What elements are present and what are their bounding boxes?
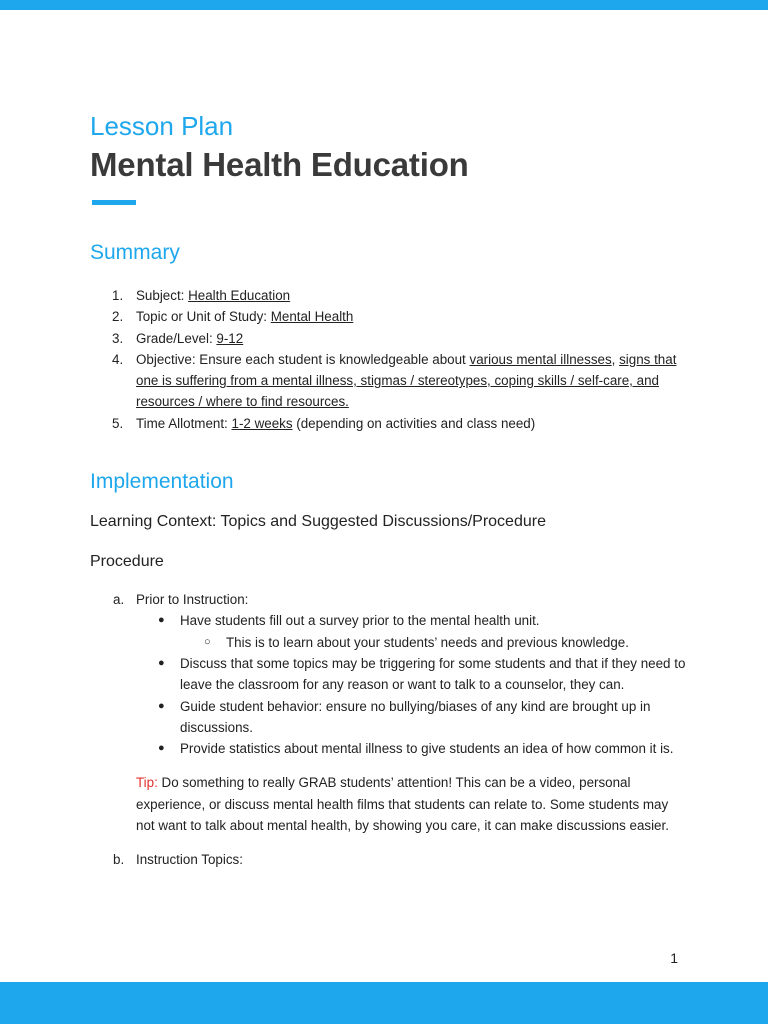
summary-heading: Summary	[90, 241, 180, 264]
procedure-item-prior: a. Prior to Instruction:	[113, 592, 249, 608]
hollow-bullet-icon: ○	[204, 635, 211, 648]
summary-item-objective: 4. Objective: Ensure each student is knowledgeable about various mental illnesses, signs that one is suffering from a mental illness, stigmas / stereotypes, coping skills / self-care, and resources / where to find resources.	[112, 351, 677, 410]
bullet-icon: ●	[158, 742, 165, 755]
list-item: ● Have students fill out a survey prior to the mental health unit.	[90, 610, 690, 631]
grade-value: 9-12	[216, 330, 244, 346]
learning-context-heading: Learning Context: Topics and Suggested Discussions/Procedure	[90, 513, 546, 531]
implementation-heading: Implementation	[90, 470, 234, 494]
bullet-icon: ●	[158, 699, 165, 712]
list-item	[90, 632, 690, 653]
procedure-item-instruction: b. Instruction Topics:	[113, 852, 243, 868]
topic-value: Mental Health	[270, 309, 354, 325]
prior-bullets	[90, 610, 690, 759]
bullet-icon: ●	[158, 614, 165, 627]
objective-value-continued: signs that one is suffering from a mental illness, stigmas / stereotypes, coping skills / self-care, and resources / where to find resources.	[136, 351, 677, 410]
top-accent-bar	[0, 0, 768, 10]
subject-value: Health Education	[188, 288, 291, 303]
time-value: 1-2 weeks	[231, 415, 293, 431]
document-title: Mental Health Education	[90, 146, 469, 183]
page-number: 1	[670, 950, 678, 966]
document-kicker: Lesson Plan	[90, 111, 234, 141]
sub-list-item: ○ This is to learn about your students’ needs and previous knowledge.	[90, 632, 690, 653]
bullet-icon: ●	[158, 656, 165, 669]
summary-item-topic: 2. Topic or Unit of Study: Mental Health	[112, 309, 354, 325]
procedure-heading: Procedure	[90, 553, 164, 571]
summary-item-subject: 1. Subject: Health Education	[112, 288, 291, 303]
summary-list	[90, 285, 690, 434]
tip-callout	[90, 772, 690, 836]
list-item: ● Discuss that some topics may be triggering for some students and that if they need to leave the classroom for any reason or want to talk to a counselor, they can.	[90, 653, 690, 696]
tip-label: Tip:	[136, 775, 158, 791]
document-body	[90, 108, 690, 871]
tip-text: Do something to really GRAB students’ attention! This can be a video, personal experience, or discuss mental health films that students can relate to. Some students may not want to talk about mental health, by showing you care, it can make discussions easier.	[136, 775, 669, 834]
summary-item-time: 5. Time Allotment: 1-2 weeks (depending on activities and class need)	[112, 415, 536, 431]
title-underline-rule	[92, 200, 136, 205]
list-item: ● Provide statistics about mental illness to give students an idea of how common it is.	[90, 738, 690, 759]
procedure-section	[90, 589, 690, 871]
summary-item-grade: 3. Grade/Level: 9-12	[112, 330, 244, 346]
list-item: ● Guide student behavior: ensure no bullying/biases of any kind are brought up in discussions.	[90, 696, 690, 739]
objective-value: various mental illnesses	[469, 351, 612, 367]
bottom-accent-bar	[0, 982, 768, 1024]
